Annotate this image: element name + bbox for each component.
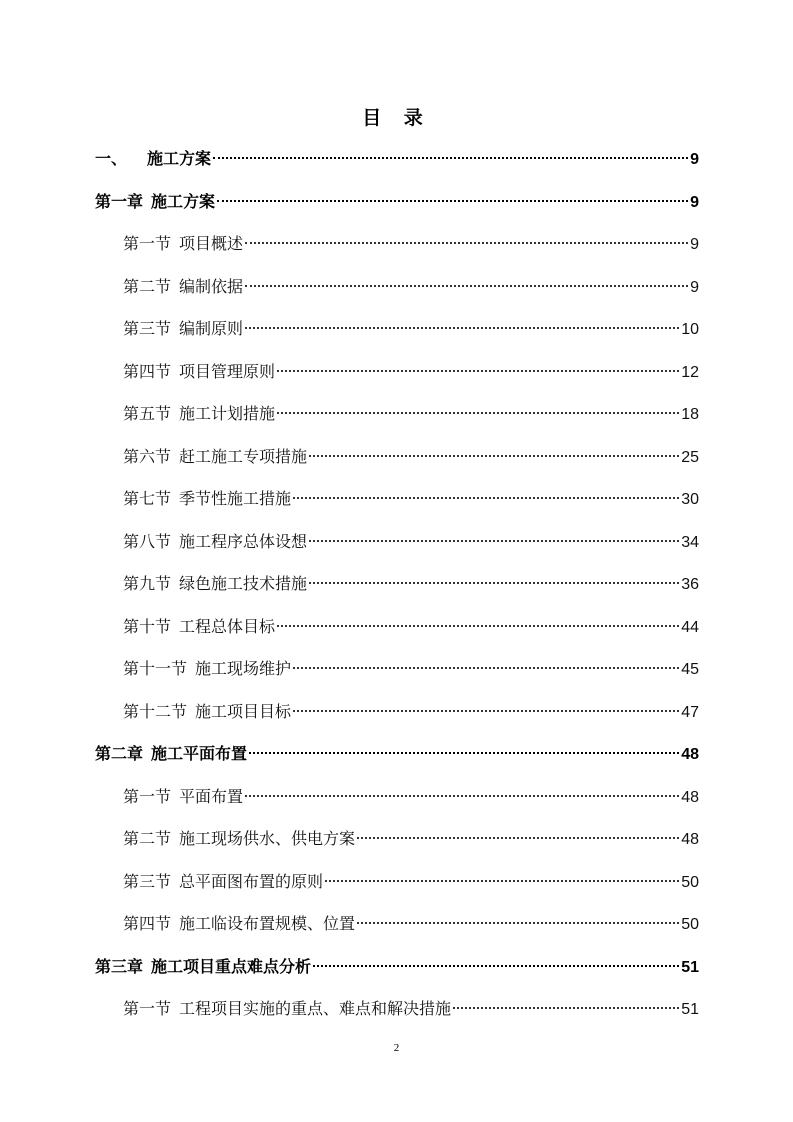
toc-entry-page: 48 (681, 788, 699, 806)
toc-entry-title: 施工方案 (151, 191, 216, 211)
toc-entry-title: 施工方案 (147, 149, 212, 168)
toc-entry-page: 48 (681, 831, 699, 848)
toc-entry-number: 第二节 (123, 829, 172, 848)
toc-entry-label (123, 439, 307, 475)
toc-entry-section[interactable] (95, 354, 699, 397)
toc-entry-title: 施工临设布置规模、位置 (179, 914, 356, 933)
toc-entry-label (95, 141, 211, 177)
page-title: 目 录 (362, 107, 431, 129)
toc-entry-number: 第四节 (123, 361, 172, 381)
toc-entry-chapter-1[interactable] (95, 184, 699, 227)
toc-entry-number: 第二章 (95, 744, 144, 763)
toc-entry-label (123, 906, 355, 942)
toc-entry-number: 第二节 (123, 276, 172, 296)
toc-entry-label (123, 311, 243, 347)
toc-entry-number: 第七节 (123, 489, 172, 508)
toc-entry-page: 51 (681, 1001, 699, 1018)
toc-entry-label (123, 694, 291, 730)
toc-entry-title: 平面布置 (179, 786, 244, 806)
toc-entry-page: 50 (681, 873, 699, 891)
toc-entry-label (123, 609, 275, 645)
dot-leader (217, 184, 688, 202)
toc-entry-section[interactable] (95, 269, 699, 312)
toc-entry-number: 第一章 (95, 191, 144, 211)
toc-entry-section[interactable] (95, 524, 699, 567)
dot-leader (277, 354, 679, 372)
dot-leader (453, 991, 679, 1009)
toc-entry-title: 赶工施工专项措施 (179, 446, 308, 466)
toc-entry-section[interactable] (95, 651, 699, 694)
toc-entry-label (123, 524, 307, 560)
toc-entry-page: 34 (681, 533, 699, 551)
toc-entry-number: 第一节 (123, 234, 172, 253)
toc-entry-label (123, 991, 451, 1027)
toc-entry-title: 施工现场供水、供电方案 (179, 829, 356, 848)
toc-entry-number: 第十节 (123, 616, 172, 636)
dot-leader (277, 609, 679, 627)
toc-entry-title: 施工项目目标 (195, 701, 292, 721)
toc-entry-title: 项目概述 (179, 234, 244, 253)
toc-entry-section[interactable] (95, 694, 699, 737)
dot-leader (309, 524, 679, 542)
toc-entry-page: 9 (690, 151, 699, 168)
toc-entry-page: 9 (690, 193, 699, 211)
dot-leader (293, 481, 679, 499)
toc-entry-section[interactable] (95, 906, 699, 949)
table-of-contents (95, 141, 699, 1034)
toc-entry-title: 季节性施工措施 (179, 489, 292, 508)
toc-entry-page: 9 (690, 278, 699, 296)
toc-entry-number: 第十一节 (123, 659, 188, 678)
toc-entry-label (95, 736, 247, 772)
toc-entry-title: 编制原则 (179, 319, 244, 338)
toc-entry-title: 施工程序总体设想 (179, 531, 308, 551)
dot-leader (357, 821, 679, 839)
toc-entry-section[interactable] (95, 396, 699, 439)
toc-entry-number: 一、 (95, 149, 128, 168)
toc-entry-label (123, 354, 275, 390)
dot-leader (245, 311, 679, 329)
toc-entry-section[interactable] (95, 864, 699, 907)
toc-entry-label (95, 184, 215, 220)
toc-entry-title: 施工平面布置 (151, 744, 248, 763)
toc-entry-title: 施工现场维护 (195, 659, 292, 678)
toc-entry-page: 36 (681, 576, 699, 593)
toc-entry-section[interactable] (95, 311, 699, 354)
toc-entry-page: 9 (690, 236, 699, 253)
toc-entry-section[interactable] (95, 439, 699, 482)
toc-entry-number: 第三节 (123, 871, 172, 891)
toc-entry-section[interactable] (95, 609, 699, 652)
toc-entry-label (123, 226, 243, 262)
toc-entry-page: 12 (681, 363, 699, 381)
toc-entry-number: 第一节 (123, 786, 172, 806)
toc-entry-label (123, 864, 323, 900)
dot-leader (213, 141, 688, 159)
toc-entry-title: 工程项目实施的重点、难点和解决措施 (179, 999, 452, 1018)
toc-entry-number: 第三章 (95, 956, 144, 976)
toc-entry-number: 第八节 (123, 531, 172, 551)
toc-entry-title: 编制依据 (179, 276, 244, 296)
toc-entry-label (123, 269, 243, 305)
dot-leader (325, 864, 679, 882)
dot-leader (309, 439, 679, 457)
toc-entry-title: 施工项目重点难点分析 (151, 956, 312, 976)
toc-entry-page: 18 (681, 406, 699, 423)
toc-entry-page: 10 (681, 321, 699, 338)
toc-entry-number: 第一节 (123, 999, 172, 1018)
toc-entry-title: 施工计划措施 (179, 404, 276, 423)
toc-entry-section[interactable] (95, 991, 699, 1034)
toc-entry-number: 第九节 (123, 574, 172, 593)
dot-leader (277, 396, 679, 414)
toc-entry-page: 44 (681, 618, 699, 636)
toc-entry-page: 50 (681, 916, 699, 933)
toc-entry-label (123, 821, 355, 857)
toc-entry-page: 45 (681, 661, 699, 678)
toc-entry-number: 第六节 (123, 446, 172, 466)
dot-leader (293, 694, 679, 712)
toc-entry-section[interactable] (95, 566, 699, 609)
dot-leader (245, 779, 679, 797)
toc-entry-title: 工程总体目标 (179, 616, 276, 636)
toc-entry-label (95, 949, 311, 985)
dot-leader (249, 736, 679, 754)
toc-entry-title: 总平面图布置的原则 (179, 871, 324, 891)
dot-leader (245, 269, 688, 287)
toc-entry-section[interactable] (95, 821, 699, 864)
toc-entry-label (123, 651, 291, 687)
toc-entry-chapter-2[interactable] (95, 736, 699, 779)
toc-entry-section[interactable] (95, 226, 699, 269)
toc-entry-page: 51 (681, 958, 699, 976)
toc-entry-section[interactable] (95, 779, 699, 822)
toc-entry-page: 47 (681, 703, 699, 721)
dot-leader (313, 949, 679, 967)
toc-entry-number: 第三节 (123, 319, 172, 338)
toc-entry-number: 第四节 (123, 914, 172, 933)
dot-leader (293, 651, 679, 669)
toc-entry-label (123, 566, 307, 602)
dot-leader (245, 226, 688, 244)
toc-entry-chapter-3[interactable] (95, 949, 699, 992)
dot-leader (357, 906, 679, 924)
toc-entry-title: 绿色施工技术措施 (179, 574, 308, 593)
toc-entry-page: 25 (681, 448, 699, 466)
page-number: 2 (393, 1042, 400, 1054)
toc-entry-section[interactable] (95, 481, 699, 524)
toc-entry-page: 30 (681, 491, 699, 508)
toc-entry-number: 第五节 (123, 404, 172, 423)
toc-entry-page: 48 (681, 746, 699, 763)
toc-entry-label (123, 779, 243, 815)
toc-entry-label (123, 481, 291, 517)
toc-entry-part-1[interactable] (95, 141, 699, 184)
toc-entry-title: 项目管理原则 (179, 361, 276, 381)
toc-entry-label (123, 396, 275, 432)
toc-entry-number: 第十二节 (123, 701, 188, 721)
dot-leader (309, 566, 679, 584)
